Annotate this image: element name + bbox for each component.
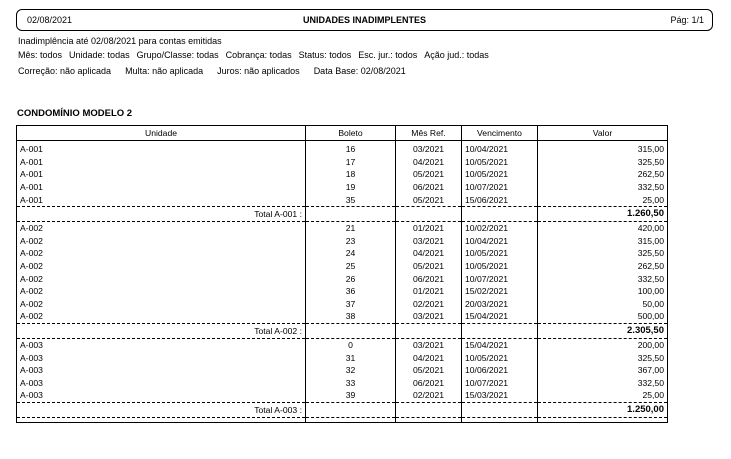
cell-boleto: 19 (306, 181, 396, 194)
total-value: 1.260,50 (538, 206, 668, 221)
cell-mes-ref: 03/2021 (396, 338, 462, 351)
filter-month: Mês: todos (18, 50, 63, 60)
cell-vencimento: 10/05/2021 (462, 168, 538, 181)
cell-boleto: 25 (306, 260, 396, 273)
cell-boleto: 21 (306, 221, 396, 234)
filter-status: Status: todos (298, 50, 352, 60)
total-empty-cell (396, 323, 462, 338)
filter-unit: Unidade: todas (69, 50, 130, 60)
cell-valor: 315,00 (538, 141, 668, 156)
cell-valor: 325,50 (538, 247, 668, 260)
cell-valor: 325,50 (538, 351, 668, 364)
cell-unidade: A-002 (17, 247, 306, 260)
column-header-mes-ref: Mês Ref. (396, 126, 462, 141)
cell-mes-ref: 06/2021 (396, 181, 462, 194)
cell-mes-ref: 06/2021 (396, 377, 462, 390)
cell-boleto: 23 (306, 235, 396, 248)
cell-valor: 50,00 (538, 298, 668, 311)
filter-fine: Multa: não aplicada (125, 66, 204, 76)
cell-unidade: A-002 (17, 298, 306, 311)
cell-valor: 262,50 (538, 168, 668, 181)
cell-mes-ref: 02/2021 (396, 389, 462, 402)
cell-mes-ref: 04/2021 (396, 351, 462, 364)
table-row (17, 235, 668, 248)
cell-mes-ref: 04/2021 (396, 156, 462, 169)
cell-unidade: A-001 (17, 181, 306, 194)
cell-vencimento: 10/04/2021 (462, 235, 538, 248)
cell-vencimento: 15/02/2021 (462, 285, 538, 298)
cell-boleto: 31 (306, 351, 396, 364)
table-row (17, 168, 668, 181)
report-header (16, 9, 713, 31)
table-row (17, 260, 668, 273)
table-row (17, 285, 668, 298)
cell-vencimento: 10/05/2021 (462, 247, 538, 260)
filter-billing: Cobrança: todas (225, 50, 292, 60)
cell-unidade: A-001 (17, 168, 306, 181)
filter-interest: Juros: não aplicados (217, 66, 300, 76)
table-header-row (17, 126, 668, 141)
cell-unidade: A-003 (17, 389, 306, 402)
cell-valor: 332,50 (538, 181, 668, 194)
cell-vencimento: 10/06/2021 (462, 364, 538, 377)
cell-vencimento: 10/07/2021 (462, 377, 538, 390)
column-header-vencimento: Vencimento (462, 126, 538, 141)
end-cell (17, 417, 306, 422)
cell-vencimento: 10/05/2021 (462, 260, 538, 273)
total-row (17, 402, 668, 417)
cell-valor: 367,00 (538, 364, 668, 377)
table-row (17, 272, 668, 285)
cell-valor: 25,00 (538, 193, 668, 206)
cell-valor: 262,50 (538, 260, 668, 273)
end-cell (538, 417, 668, 422)
cell-mes-ref: 03/2021 (396, 141, 462, 156)
end-cell (306, 417, 396, 422)
cell-unidade: A-002 (17, 310, 306, 323)
cell-vencimento: 10/05/2021 (462, 156, 538, 169)
cell-mes-ref: 05/2021 (396, 364, 462, 377)
cell-unidade: A-003 (17, 351, 306, 364)
filter-base-date: Data Base: 02/08/2021 (313, 66, 406, 76)
cell-valor: 100,00 (538, 285, 668, 298)
cell-boleto: 17 (306, 156, 396, 169)
cell-vencimento: 15/04/2021 (462, 310, 538, 323)
cell-mes-ref: 06/2021 (396, 272, 462, 285)
column-header-boleto: Boleto (306, 126, 396, 141)
total-empty-cell (306, 323, 396, 338)
filter-correction: Correção: não aplicada (18, 66, 112, 76)
total-label: Total A-003 : (17, 402, 306, 417)
cell-vencimento: 10/05/2021 (462, 351, 538, 364)
column-header-valor: Valor (538, 126, 668, 141)
table-row (17, 310, 668, 323)
cell-vencimento: 15/04/2021 (462, 338, 538, 351)
cell-boleto: 16 (306, 141, 396, 156)
cell-valor: 315,00 (538, 235, 668, 248)
cell-vencimento: 10/07/2021 (462, 272, 538, 285)
table-body (17, 141, 668, 423)
total-label: Total A-002 : (17, 323, 306, 338)
cell-boleto: 39 (306, 389, 396, 402)
total-empty-cell (396, 402, 462, 417)
cell-boleto: 38 (306, 310, 396, 323)
cell-vencimento: 10/04/2021 (462, 141, 538, 156)
cell-vencimento: 10/02/2021 (462, 221, 538, 234)
total-empty-cell (306, 206, 396, 221)
cell-mes-ref: 01/2021 (396, 285, 462, 298)
cell-valor: 500,00 (538, 310, 668, 323)
report-date: 02/08/2021 (27, 15, 73, 25)
cell-unidade: A-002 (17, 285, 306, 298)
cell-valor: 25,00 (538, 389, 668, 402)
cell-unidade: A-003 (17, 377, 306, 390)
table-row (17, 389, 668, 402)
cell-unidade: A-002 (17, 272, 306, 285)
end-cell (396, 417, 462, 422)
cell-boleto: 0 (306, 338, 396, 351)
cell-unidade: A-002 (17, 221, 306, 234)
cell-unidade: A-003 (17, 338, 306, 351)
report-title: UNIDADES INADIMPLENTES (302, 15, 426, 25)
cell-mes-ref: 05/2021 (396, 168, 462, 181)
total-value: 2.305,50 (538, 323, 668, 338)
delinquent-units-table (16, 125, 668, 423)
total-empty-cell (306, 402, 396, 417)
cell-unidade: A-002 (17, 260, 306, 273)
cell-mes-ref: 04/2021 (396, 247, 462, 260)
cell-valor: 332,50 (538, 377, 668, 390)
table-row (17, 141, 668, 156)
filter-lawsuit: Ação jud.: todas (424, 50, 489, 60)
cell-vencimento: 20/03/2021 (462, 298, 538, 311)
table-row (17, 247, 668, 260)
filter-line-2 (18, 50, 496, 61)
table-row (17, 351, 668, 364)
total-empty-cell (462, 402, 538, 417)
cell-mes-ref: 02/2021 (396, 298, 462, 311)
table-row (17, 364, 668, 377)
table-row (17, 221, 668, 234)
cell-valor: 325,50 (538, 156, 668, 169)
cell-valor: 200,00 (538, 338, 668, 351)
cell-vencimento: 15/03/2021 (462, 389, 538, 402)
cell-boleto: 26 (306, 272, 396, 285)
cell-boleto: 37 (306, 298, 396, 311)
cell-mes-ref: 03/2021 (396, 235, 462, 248)
filter-line-1: Inadimplência até 02/08/2021 para contas emitidas (18, 36, 222, 46)
cell-unidade: A-002 (17, 235, 306, 248)
cell-boleto: 36 (306, 285, 396, 298)
cell-boleto: 18 (306, 168, 396, 181)
cell-valor: 420,00 (538, 221, 668, 234)
table-row (17, 338, 668, 351)
total-row (17, 206, 668, 221)
table-row (17, 181, 668, 194)
cell-unidade: A-001 (17, 156, 306, 169)
section-title: CONDOMÍNIO MODELO 2 (17, 108, 133, 119)
cell-boleto: 24 (306, 247, 396, 260)
table-row (17, 156, 668, 169)
end-cell (462, 417, 538, 422)
table-row (17, 193, 668, 206)
cell-unidade: A-003 (17, 364, 306, 377)
cell-vencimento: 15/06/2021 (462, 193, 538, 206)
cell-boleto: 33 (306, 377, 396, 390)
total-row (17, 323, 668, 338)
cell-valor: 332,50 (538, 272, 668, 285)
filter-line-3 (18, 66, 413, 77)
table-end-row (17, 417, 668, 422)
table-row (17, 377, 668, 390)
column-header-unidade: Unidade (17, 126, 306, 141)
cell-boleto: 35 (306, 193, 396, 206)
cell-boleto: 32 (306, 364, 396, 377)
page-number: Pág: 1/1 (670, 15, 704, 25)
filter-legal-office: Esc. jur.: todos (358, 50, 418, 60)
total-empty-cell (462, 206, 538, 221)
total-value: 1.250,00 (538, 402, 668, 417)
total-empty-cell (462, 323, 538, 338)
cell-unidade: A-001 (17, 193, 306, 206)
cell-mes-ref: 05/2021 (396, 193, 462, 206)
cell-mes-ref: 01/2021 (396, 221, 462, 234)
cell-mes-ref: 03/2021 (396, 310, 462, 323)
table-row (17, 298, 668, 311)
filter-group: Grupo/Classe: todas (136, 50, 219, 60)
cell-mes-ref: 05/2021 (396, 260, 462, 273)
total-empty-cell (396, 206, 462, 221)
cell-unidade: A-001 (17, 141, 306, 156)
cell-vencimento: 10/07/2021 (462, 181, 538, 194)
total-label: Total A-001 : (17, 206, 306, 221)
